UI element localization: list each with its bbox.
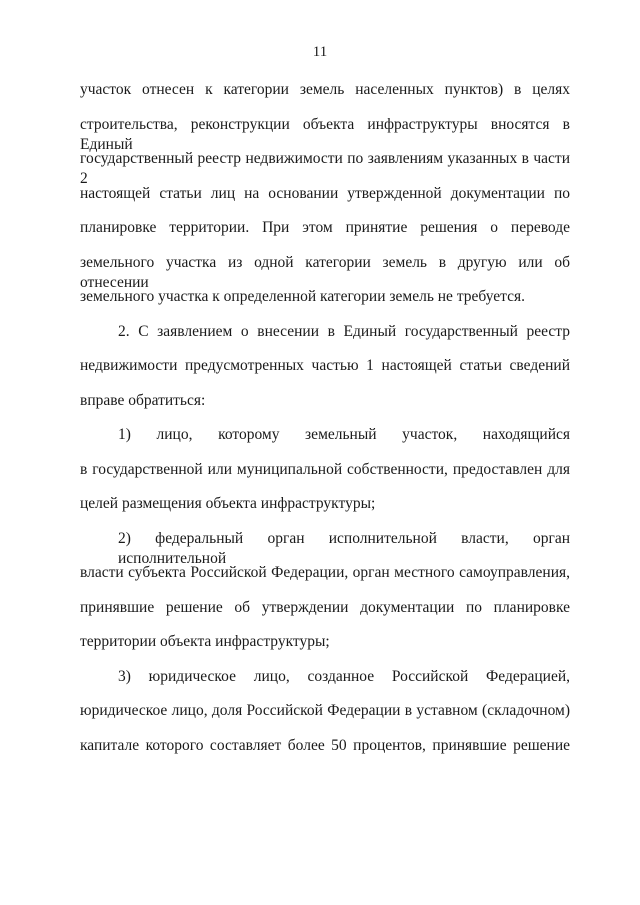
text-line: земельного участка к определенной категории земель не требуется. [80,288,525,305]
text-line: целей размещения объекта инфраструктуры; [80,495,376,512]
text-line: 2) федеральный орган исполнительной власти, орган исполнительной [118,529,570,567]
text-line: недвижимости предусмотренных частью 1 настоящей статьи сведений [80,357,570,374]
text-line: строительства, реконструкции объекта инфраструктуры вносятся в Единый [80,115,570,153]
text-line: в государственной или муниципальной собственности, предоставлен для [80,460,570,478]
text-line: территории объекта инфраструктуры; [80,633,330,650]
text-line: принявшие решение об утверждении документации по планировке [80,598,570,616]
text-line: настоящей статьи лиц на основании утвержденной документации по [80,184,570,202]
page-number: 11 [312,44,328,60]
text-line: власти субъекта Российской Федерации, орган местного самоуправления, [80,564,570,581]
text-line: государственный реестр недвижимости по заявлениям указанных в части 2 [80,150,570,187]
text-line: земельного участка из одной категории земель в другую или об отнесении [80,253,570,291]
text-line: 2. С заявлением о внесении в Единый государственный реестр [118,322,570,340]
text-line: 1) лицо, которому земельный участок, находящийся [118,426,570,443]
text-line: капитале которого составляет более 50 процентов, принявшие решение [80,736,570,754]
text-line: участок отнесен к категории земель населенных пунктов) в целях [80,81,570,98]
text-line: вправе обратиться: [80,391,206,409]
text-line: планировке территории. При этом принятие решения о переводе [80,219,570,236]
text-line: 3) юридическое лицо, созданное Российской Федерацией, [118,667,570,685]
text-line: юридическое лицо, доля Российской Федерации в уставном (складочном) [80,702,570,719]
